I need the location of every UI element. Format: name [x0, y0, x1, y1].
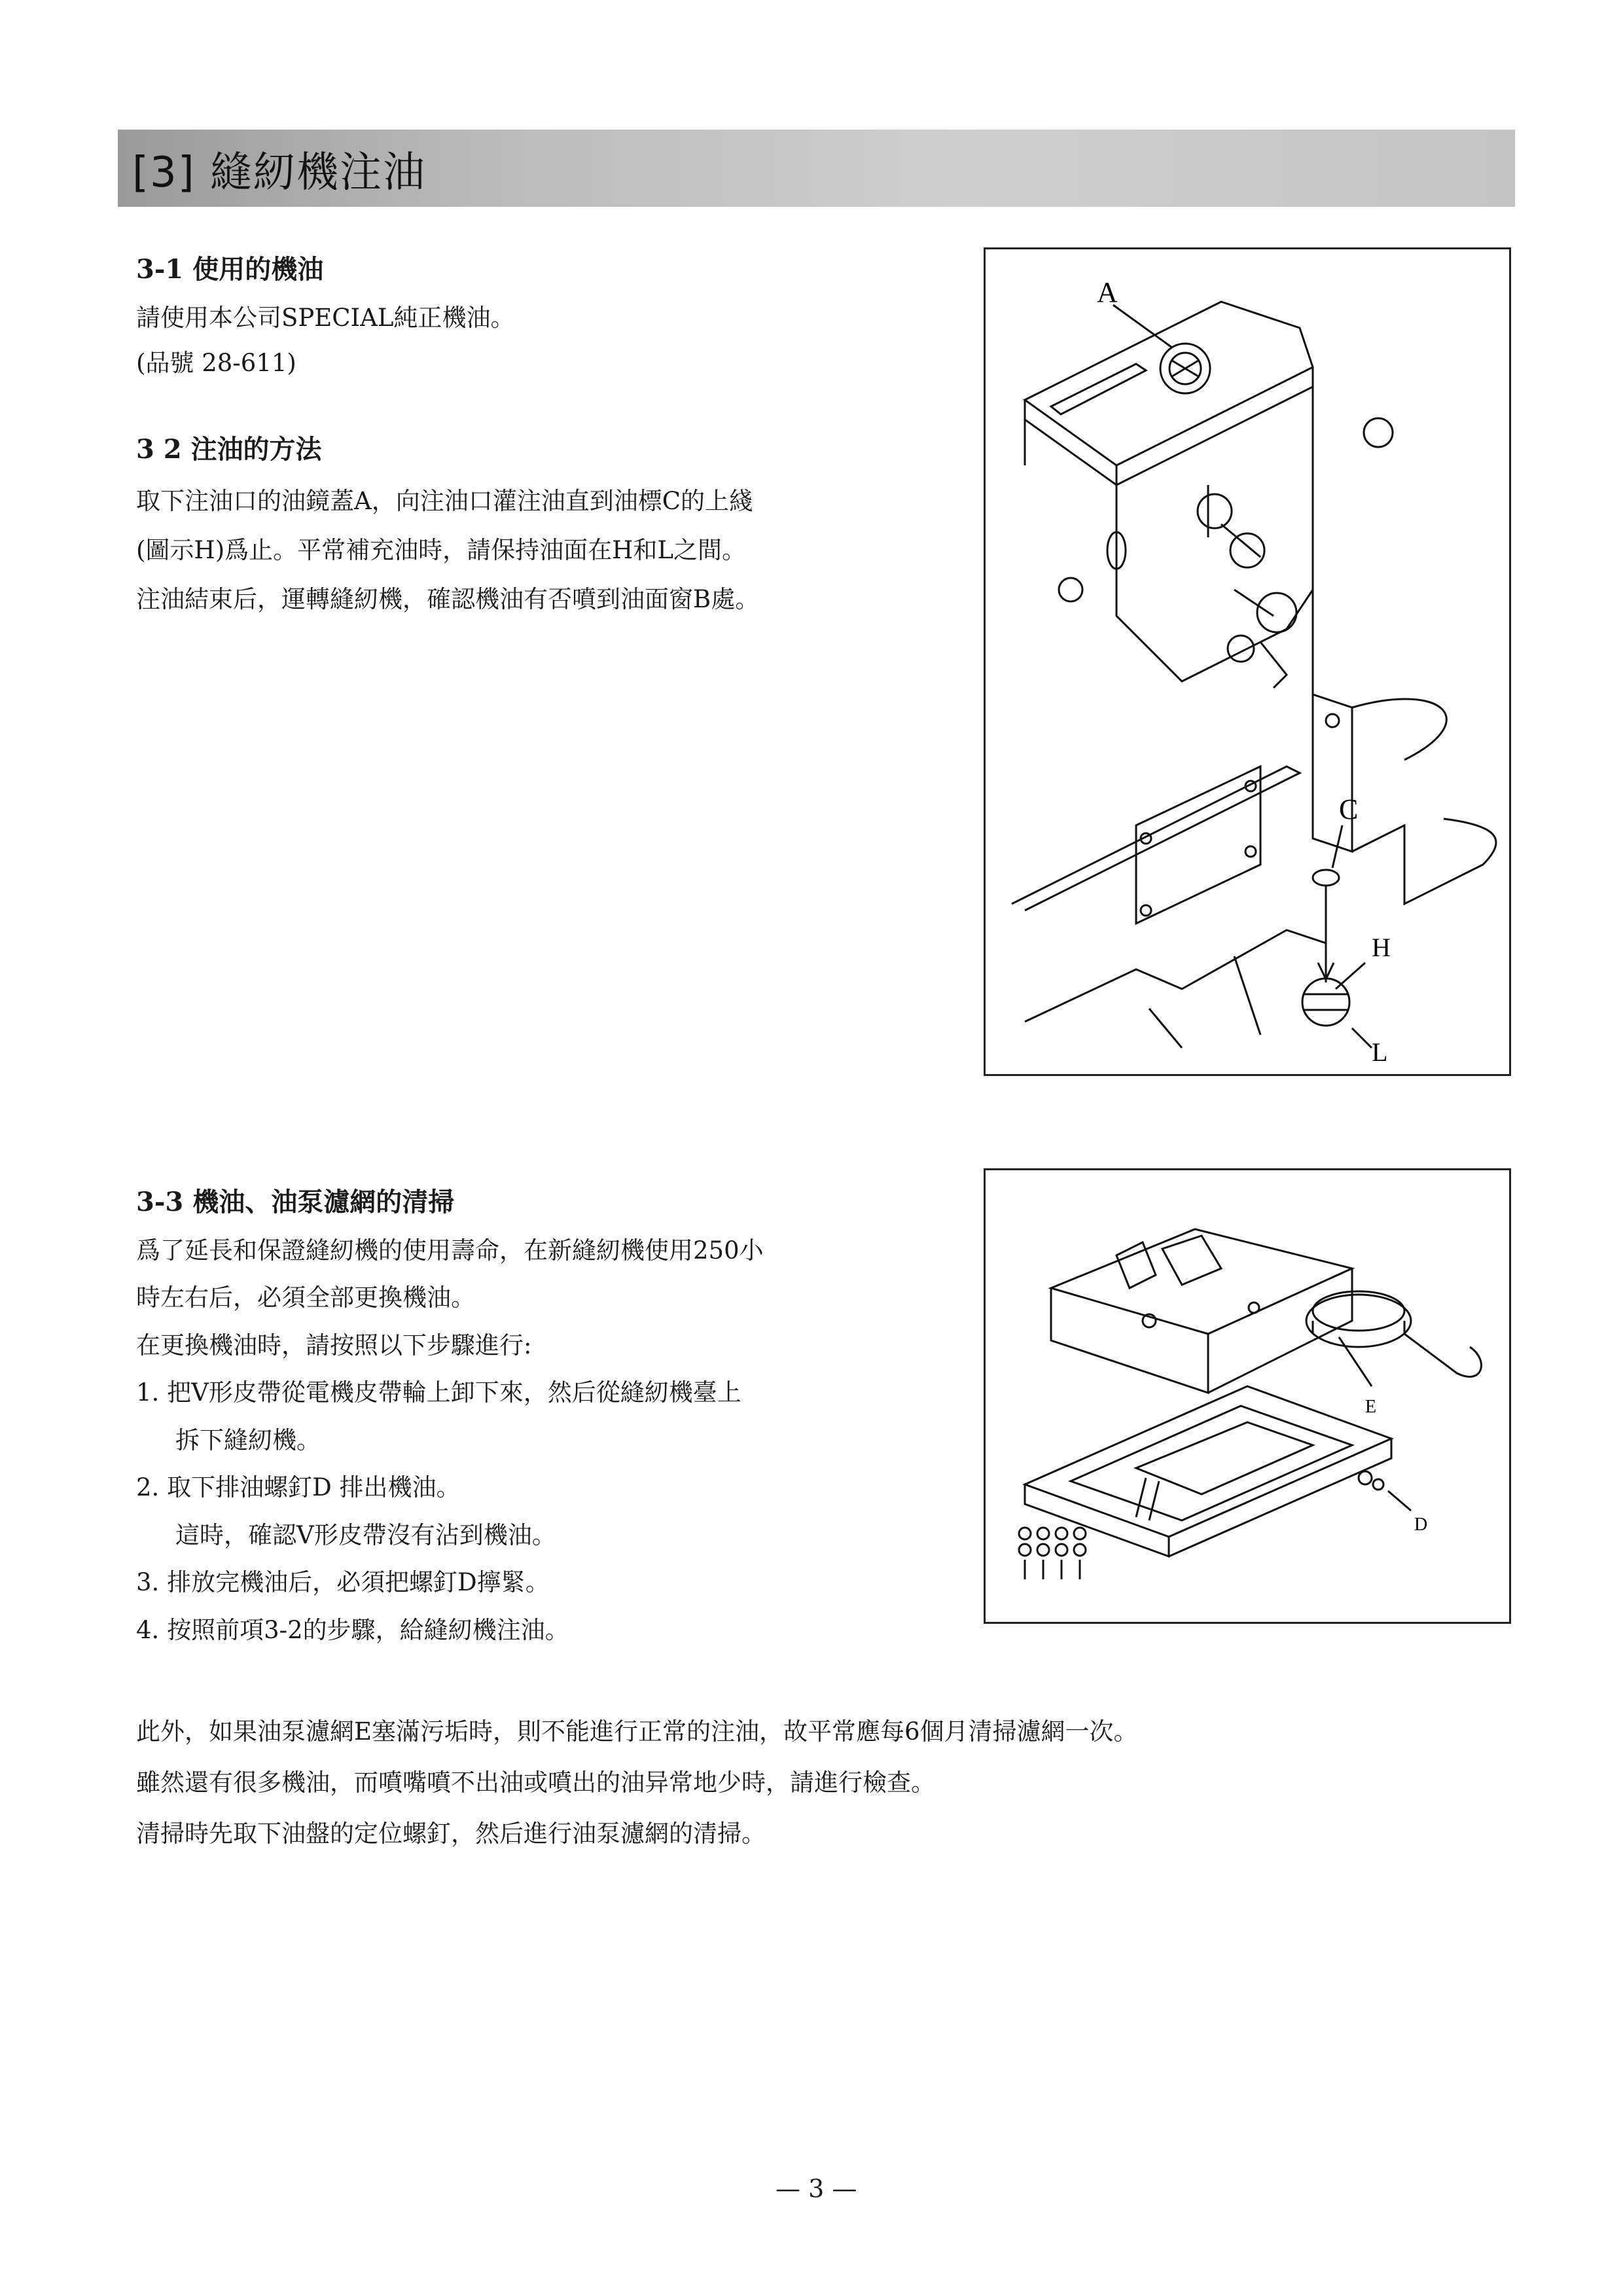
section-3-line: 時左右后，必須全部更換機油。: [136, 1283, 475, 1312]
label-d: D: [1414, 1515, 1428, 1535]
label-a: A: [1097, 276, 1118, 308]
section-2-line: 注油結束后，運轉縫紉機，確認機油有否噴到油面窗B處。: [136, 585, 760, 613]
footer-note-line: 清掃時先取下油盤的定位螺釘，然后進行油泵濾網的清掃。: [136, 1820, 766, 1848]
oil-pan-drawing: [986, 1170, 1509, 1622]
section-2-title: 3 2 注油的方法: [136, 434, 322, 465]
oil-pan-diagram: [984, 1168, 1511, 1624]
section-3-step: 4. 按照前項3-2的步驟，給縫紉機注油。: [136, 1616, 569, 1644]
section-3-line: 爲了延長和保證縫紉機的使用壽命，在新縫紉機使用250小: [136, 1236, 764, 1265]
label-l: L: [1372, 1037, 1388, 1067]
section-3-step-cont: 這時，確認V形皮帶沒有沾到機油。: [175, 1521, 556, 1549]
section-3-title: 3-3 機油、油泵濾網的清掃: [136, 1187, 455, 1217]
section-1-line: 請使用本公司SPECIAL純正機油。: [136, 304, 515, 332]
label-h: H: [1372, 933, 1391, 962]
footer-note-line: 雖然還有很多機油，而噴嘴噴不出油或噴出的油异常地少時，請進行檢查。: [136, 1768, 935, 1797]
section-1-line: (品號 28-611): [136, 349, 296, 377]
section-3-line: 在更換機油時，請按照以下步驟進行:: [136, 1331, 532, 1359]
section-1-title: 3-1 使用的機油: [136, 254, 324, 285]
oil-fill-drawing: [986, 249, 1509, 1074]
label-c: C: [1339, 793, 1359, 825]
label-e: E: [1365, 1397, 1377, 1417]
section-3-step: 3. 排放完機油后，必須把螺釘D擰緊。: [136, 1568, 550, 1596]
section-header-bar: [118, 130, 1515, 207]
section-2-line: (圖示H)爲止。平常補充油時，請保持油面在H和L之間。: [136, 536, 746, 564]
section-2-line: 取下注油口的油鏡蓋A，向注油口灌注油直到油標C的上綫: [136, 487, 754, 515]
page-number: — 3 —: [776, 2174, 857, 2203]
section-3-step-cont: 拆下縫紉機。: [175, 1426, 321, 1454]
section-3-step: 2. 取下排油螺釘D 排出機油。: [136, 1473, 461, 1501]
footer-note-line: 此外，如果油泵濾網E塞滿污垢時，則不能進行正常的注油，故平常應每6個月清掃濾網一次。: [136, 1717, 1138, 1746]
section-3-step: 1. 把V形皮帶從電機皮帶輪上卸下來，然后從縫紉機臺上: [136, 1378, 741, 1407]
page-title: [3] 縫紉機注油: [132, 149, 426, 197]
oil-fill-diagram: [984, 247, 1511, 1076]
